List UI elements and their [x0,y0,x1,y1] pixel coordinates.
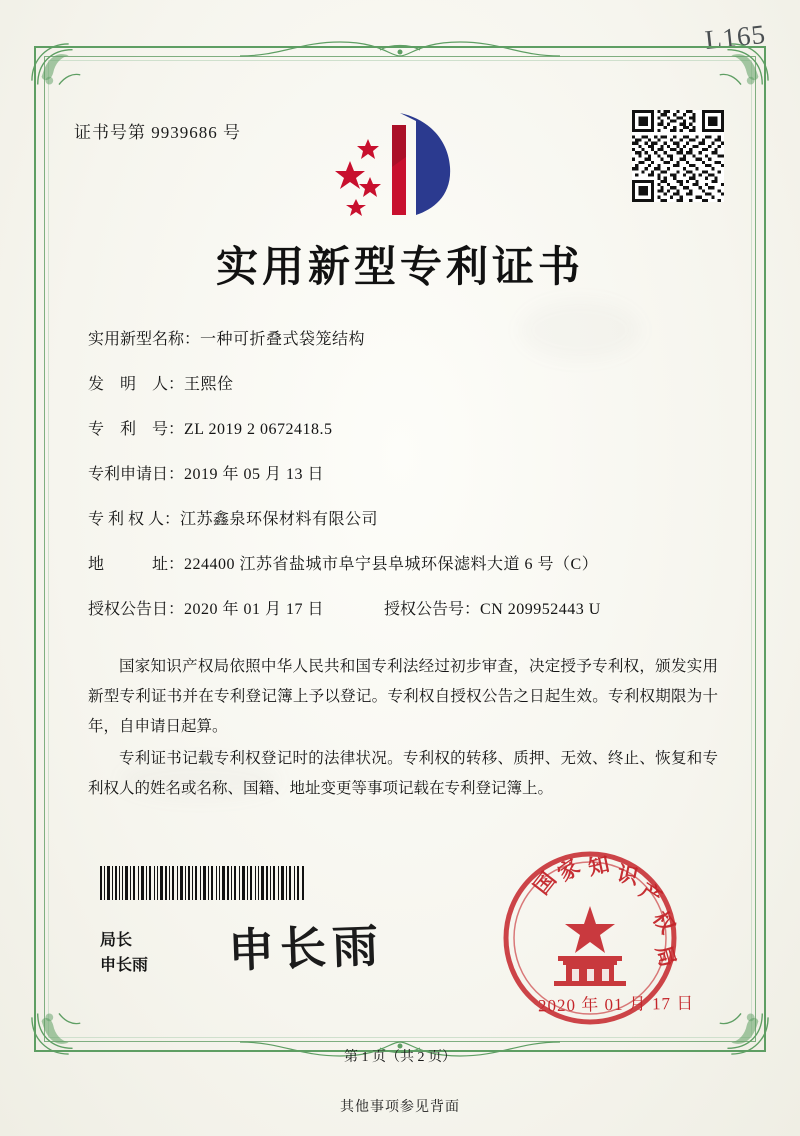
page-title: 实用新型专利证书 [215,242,584,291]
field-label: 发 明 人： [88,376,185,393]
field-row-grant-announcement [88,596,720,619]
director-block [100,928,148,978]
svg-text:产: 产 [635,878,667,910]
seal-date: 2020 年 01 月 17 日 [537,993,695,1016]
field-label: 地 址： [88,556,185,573]
field-row-utility-model-name [88,326,720,349]
field-value: 江苏鑫泉环保材料有限公司 [180,511,379,528]
director-name: 申长雨 [100,957,149,974]
field-value: 王熙佺 [184,376,234,393]
svg-text:家: 家 [553,854,585,887]
field-value: 2019 年 05 月 13 日 [184,466,325,483]
field-value: 2020 年 01 月 17 日 [184,601,325,618]
field-row-address [88,551,720,574]
handwritten-mark: L165 [703,18,768,56]
field-value-secondary: CN 209952443 U [480,601,601,618]
cnipa-patent-emblem-icon [330,105,470,220]
qr-code-icon [632,110,724,202]
top-edge-ornament-icon [240,38,560,60]
field-value: ZL 2019 2 0672418.5 [184,421,333,438]
svg-text:识: 识 [614,861,641,890]
field-label-secondary: 授权公告号： [384,601,481,618]
paragraph-1: 国家知识产权局依照中华人民共和国专利法经过初步审查，决定授予专利权，颁发实用新型专利证书并在专利登记簿上予以登记。专利权自授权公告之日起生效。专利权期限为十年，自申请日起算。 [88,658,718,735]
page-number: 第 1 页（共 2 页） [344,1050,456,1065]
field-label: 专 利 权 人： [88,511,181,528]
field-label: 实用新型名称： [88,331,201,348]
field-value: 一种可折叠式袋笼结构 [200,331,366,348]
handwritten-signature: 申长雨 [227,920,385,977]
barcode-icon [100,866,305,900]
director-title: 局长 [100,932,133,949]
svg-text:知: 知 [586,852,612,880]
field-row-inventor [88,371,720,394]
field-label: 专 利 号： [88,421,185,438]
field-row-patent-number [88,416,720,439]
field-row-patentee [88,506,720,529]
corner-ornament-icon [712,42,770,100]
field-list [88,326,720,641]
field-label: 授权公告日： [88,601,185,618]
field-value: 224400 江苏省盐城市阜宁县阜城环保滤料大道 6 号（C） [184,556,599,573]
corner-ornament-icon [30,42,88,100]
footer-note: 其他事项参见背面 [340,1100,460,1115]
svg-text:局: 局 [651,942,680,970]
field-label: 专利申请日： [88,466,185,483]
svg-text:权: 权 [647,906,680,938]
certificate-number: 证书号第 9939686 号 [74,123,241,142]
svg-text:国: 国 [529,867,561,900]
paragraph-2: 专利证书记载专利权登记时的法律状况。专利权的转移、质押、无效、终止、恢复和专利权人的姓名或名称、国籍、地址变更等事项记载在专利登记簿上。 [88,750,718,797]
field-row-application-date [88,461,720,484]
legal-text-block [88,652,718,806]
